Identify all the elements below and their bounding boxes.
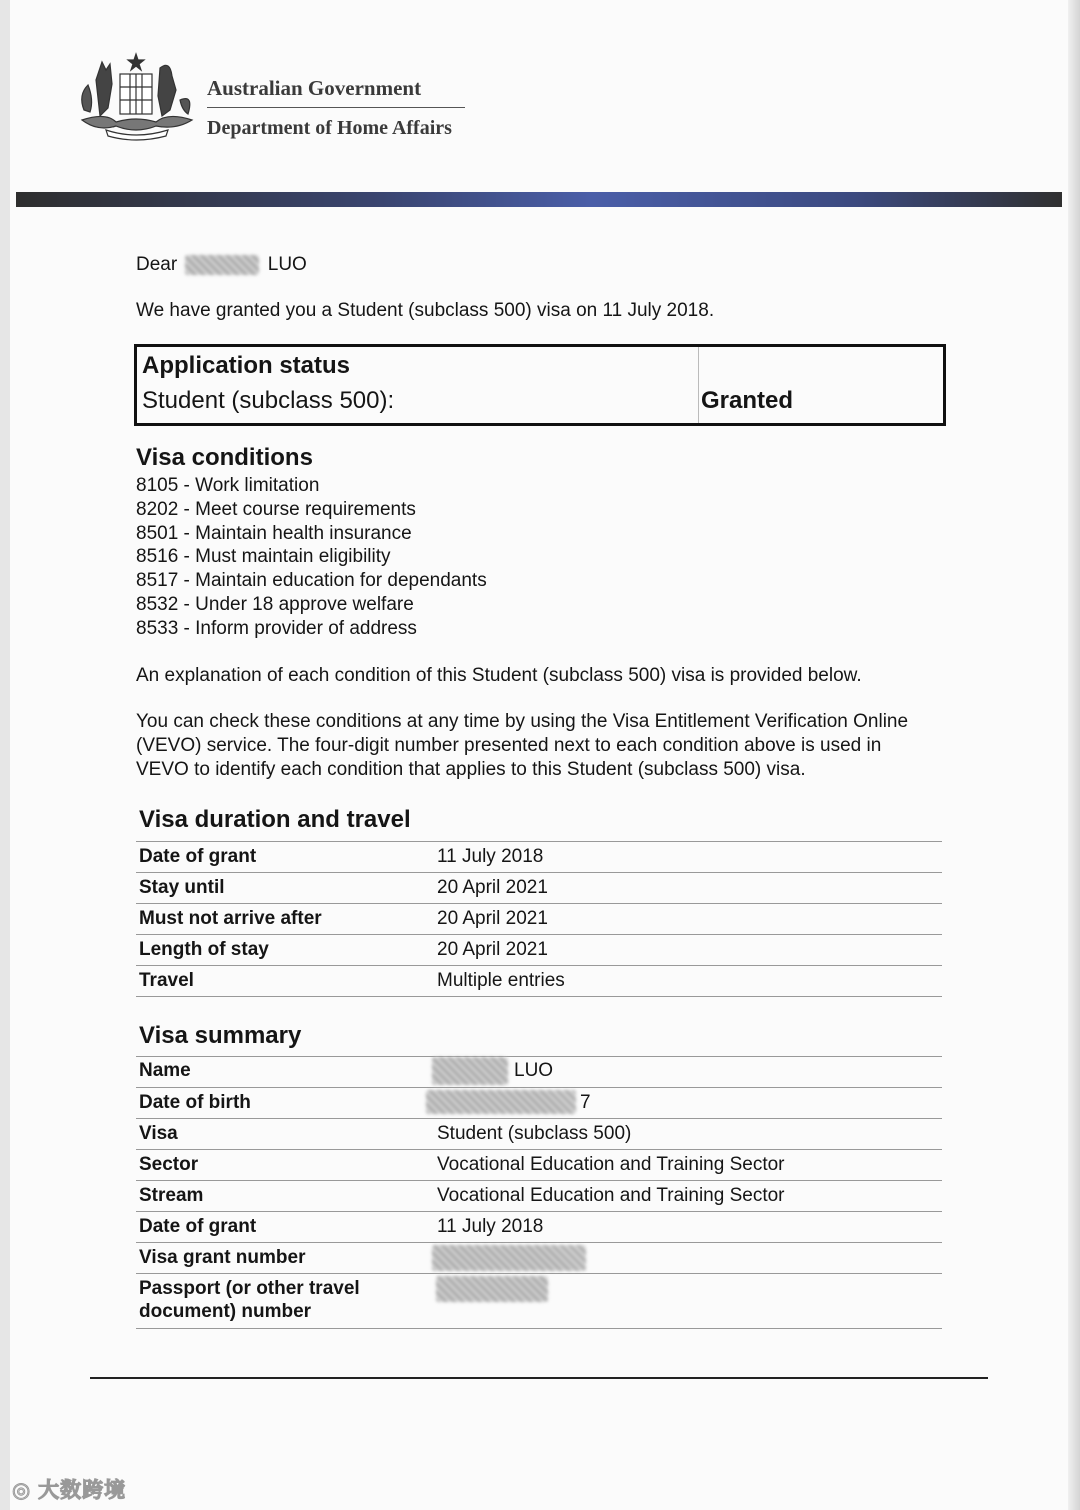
- table-row: [136, 904, 942, 935]
- status-label: Student (subclass 500):: [142, 387, 395, 414]
- row-value: 11 July 2018: [437, 1216, 544, 1237]
- duration-heading: Visa duration and travel: [139, 806, 411, 833]
- vevo-line-3: VEVO to identify each condition that applies to this Student (subclass 500) visa.: [136, 759, 806, 780]
- redacted-given-name: [432, 1057, 508, 1085]
- table-row: [136, 935, 942, 966]
- row-label: Date of grant: [139, 846, 257, 867]
- table-row: [136, 1274, 942, 1329]
- vevo-line-1: You can check these conditions at any time by using the Visa Entitlement Verification Online: [136, 711, 909, 732]
- summary-heading: Visa summary: [139, 1022, 302, 1049]
- condition-item: 8202 - Meet course requirements: [136, 498, 416, 520]
- condition-item: 8517 - Maintain education for dependants: [136, 570, 487, 592]
- row-label: Date of grant: [139, 1216, 257, 1237]
- table-row: [136, 842, 942, 873]
- row-label-line-2: document) number: [139, 1301, 312, 1322]
- row-label: Name: [139, 1060, 191, 1081]
- header-banner: [16, 192, 1062, 207]
- row-label: Travel: [139, 970, 194, 991]
- row-label: Stream: [139, 1185, 204, 1206]
- watermark: [12, 1474, 126, 1504]
- org-title: Australian Government: [207, 76, 422, 100]
- row-label: Length of stay: [139, 939, 269, 960]
- table-row: [136, 1088, 942, 1119]
- status-title: Application status: [142, 352, 351, 379]
- redacted-given-name: [185, 255, 259, 275]
- status-box-divider: [698, 347, 699, 423]
- row-label-line-1: Passport (or other travel: [139, 1278, 360, 1299]
- row-value: 20 April 2021: [437, 939, 548, 960]
- row-label: Visa: [139, 1123, 178, 1144]
- status-value: Granted: [701, 387, 794, 414]
- row-value: 20 April 2021: [437, 908, 548, 929]
- row-value: LUO: [514, 1060, 554, 1081]
- condition-item: 8501 - Maintain health insurance: [136, 522, 412, 544]
- grant-sentence: We have granted you a Student (subclass 500) visa on 11 July 2018.: [136, 300, 715, 321]
- conditions-heading: Visa conditions: [136, 444, 313, 471]
- redacted-birth-date: [426, 1090, 576, 1114]
- table-row: [136, 966, 942, 997]
- summary-table: [136, 1056, 942, 1329]
- row-value: Vocational Education and Training Sector: [437, 1185, 785, 1206]
- row-value: Multiple entries: [437, 970, 565, 991]
- table-row: [136, 1243, 942, 1274]
- row-label: Date of birth: [139, 1092, 251, 1113]
- table-row: [136, 1150, 942, 1181]
- table-row: [136, 1181, 942, 1212]
- redacted-grant-number: [432, 1245, 586, 1271]
- table-row: [136, 873, 942, 904]
- condition-item: 8532 - Under 18 approve welfare: [136, 593, 414, 615]
- conditions-list: [136, 474, 487, 641]
- row-value: 11 July 2018: [437, 846, 544, 867]
- row-label: Must not arrive after: [139, 908, 322, 929]
- page-edge-shadow: [1068, 0, 1080, 1510]
- coat-of-arms-icon: [76, 50, 198, 142]
- row-value: 20 April 2021: [437, 877, 548, 898]
- header-divider: [207, 107, 465, 108]
- condition-item: 8516 - Must maintain eligibility: [136, 546, 391, 568]
- row-value: Vocational Education and Training Sector: [437, 1154, 785, 1175]
- row-value: 7: [580, 1092, 591, 1113]
- duration-table: [136, 841, 942, 997]
- row-label: Visa grant number: [139, 1247, 306, 1268]
- table-row: [136, 1212, 942, 1243]
- department-name: Department of Home Affairs: [207, 117, 452, 139]
- vevo-line-2: (VEVO) service. The four-digit number presented next to each condition above is used in: [136, 735, 882, 756]
- table-row: [136, 1057, 942, 1088]
- row-label: Stay until: [139, 877, 225, 898]
- watermark-icon: ◎: [12, 1479, 39, 1502]
- conditions-explanation: An explanation of each condition of this Student (subclass 500) visa is provided below.: [136, 665, 862, 686]
- watermark-text: 大数跨境: [38, 1479, 127, 1502]
- application-status-box: [134, 344, 946, 426]
- condition-item: 8105 - Work limitation: [136, 475, 320, 496]
- table-row: [136, 1119, 942, 1150]
- redacted-passport-number: [436, 1276, 548, 1302]
- salutation-line: [136, 253, 307, 277]
- row-value: Student (subclass 500): [437, 1123, 632, 1144]
- salutation-surname: LUO: [267, 254, 307, 275]
- salutation: Dear: [136, 254, 178, 275]
- row-label: Sector: [139, 1154, 199, 1175]
- condition-item: 8533 - Inform provider of address: [136, 617, 417, 639]
- footer-divider: [90, 1377, 988, 1379]
